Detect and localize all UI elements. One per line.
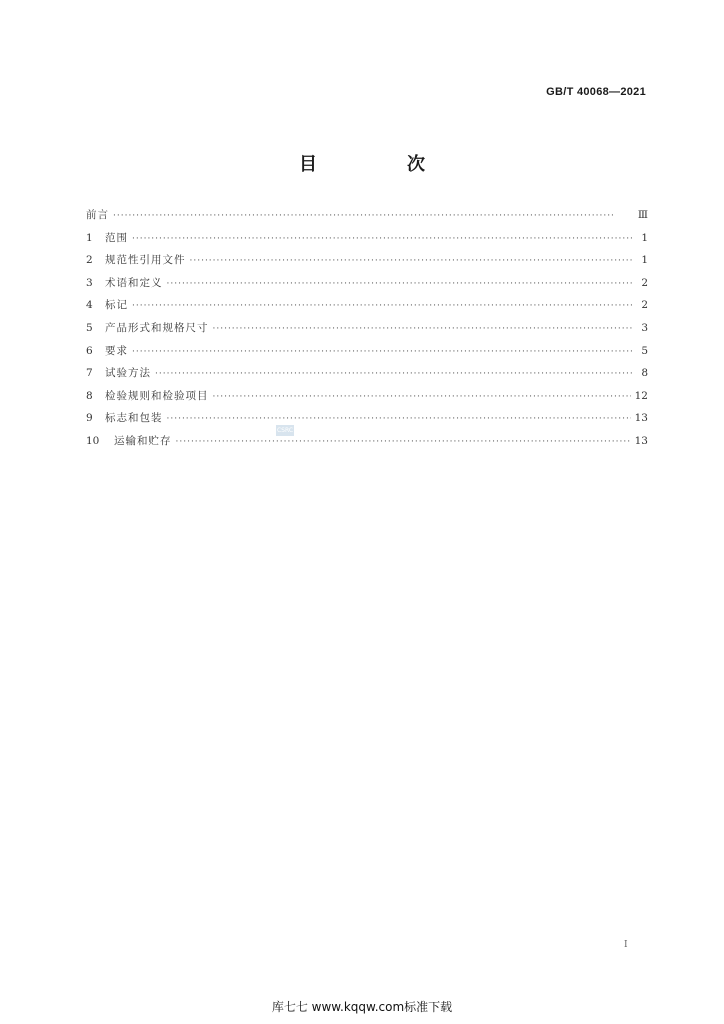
toc-entry-number: 4 — [86, 299, 93, 312]
toc-leader-dots — [132, 301, 634, 311]
toc-entry[interactable] — [86, 207, 648, 230]
watermark-stamp: CSRC — [276, 427, 294, 434]
toc-entry-number: 3 — [86, 276, 93, 289]
toc-leader-dots — [167, 414, 631, 424]
toc-entry-page: 2 — [641, 299, 648, 312]
page-title: 目 次 — [299, 154, 461, 175]
toc-leader-dots — [176, 437, 631, 447]
toc-entry-number: 8 — [86, 389, 93, 402]
toc-entry-label: 产品形式和规格尺寸 — [105, 321, 209, 334]
toc-entry-number: 10 — [86, 434, 100, 447]
toc-entry[interactable] — [86, 410, 648, 433]
toc-entry-label: 试验方法 — [105, 367, 151, 380]
toc-entry-number: 5 — [86, 321, 93, 334]
toc-entry-page: 5 — [641, 344, 648, 357]
toc-entry-label: 标志和包装 — [105, 412, 163, 425]
toc-entry-page: 1 — [641, 231, 648, 244]
toc-leader-dots — [132, 234, 634, 244]
toc-leader-dots — [113, 211, 634, 221]
toc-entry-page: 2 — [641, 276, 648, 289]
toc-entry[interactable] — [86, 343, 648, 366]
toc-entry-label: 标记 — [105, 299, 128, 312]
toc-entry-label: 检验规则和检验项目 — [105, 389, 209, 402]
toc-leader-dots — [155, 369, 634, 379]
toc-entry-label: 运输和贮存 — [114, 434, 172, 447]
toc-entry-label: 前言 — [86, 209, 109, 221]
toc-entry[interactable] — [86, 252, 648, 275]
toc-entry-label: 范围 — [105, 231, 128, 244]
toc-entry-label: 规范性引用文件 — [105, 254, 186, 267]
toc-leader-dots — [190, 256, 635, 266]
toc-entry-number: 6 — [86, 344, 93, 357]
toc-entry-page: 3 — [641, 321, 648, 334]
toc-entry-page: 8 — [641, 367, 648, 380]
toc-entry[interactable] — [86, 433, 648, 456]
standard-code: GB/T 40068—2021 — [546, 86, 646, 98]
toc-entry-label: 要求 — [105, 344, 128, 357]
toc-entry-page: 1 — [641, 254, 648, 267]
toc-entry[interactable] — [86, 230, 648, 253]
footer-text: 库七七 www.kqqw.com标准下载 — [271, 1000, 453, 1014]
table-of-contents — [86, 207, 648, 456]
toc-leader-dots — [167, 279, 635, 289]
toc-leader-dots — [213, 392, 631, 402]
toc-entry-label: 术语和定义 — [105, 276, 163, 289]
toc-entry[interactable] — [86, 275, 648, 298]
toc-entry[interactable] — [86, 320, 648, 343]
toc-entry-number: 7 — [86, 367, 93, 380]
toc-entry-number: 1 — [86, 231, 93, 244]
toc-leader-dots — [213, 324, 635, 334]
toc-leader-dots — [132, 347, 634, 357]
toc-entry-number: 2 — [86, 254, 93, 267]
toc-entry-page: Ⅲ — [637, 209, 648, 221]
toc-entry-page: 13 — [634, 412, 648, 425]
toc-entry[interactable] — [86, 297, 648, 320]
toc-entry-page: 12 — [634, 389, 648, 402]
toc-entry[interactable] — [86, 388, 648, 411]
page-number: I — [624, 940, 628, 950]
toc-entry[interactable] — [86, 365, 648, 388]
toc-entry-number: 9 — [86, 412, 93, 425]
toc-entry-page: 13 — [634, 434, 648, 447]
